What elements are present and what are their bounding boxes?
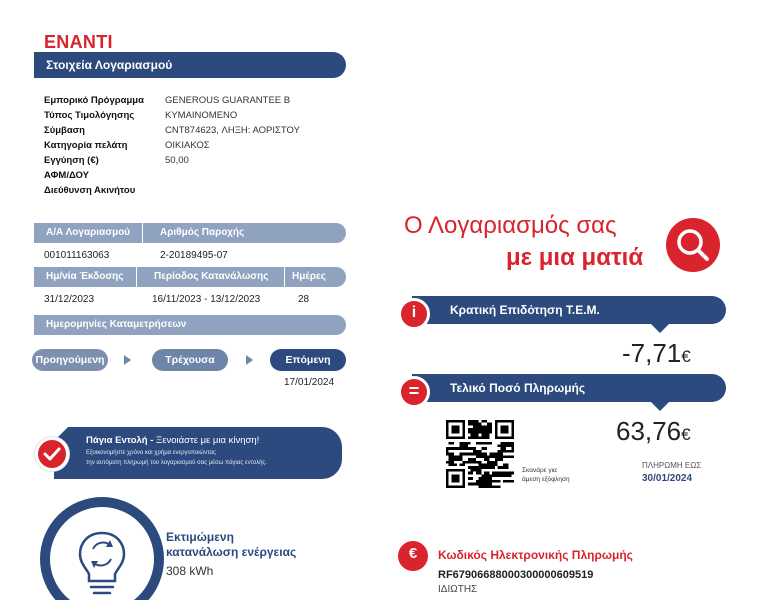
readings-header-bar [34, 315, 346, 335]
next-reading-date: 17/01/2024 [284, 377, 335, 388]
account-row-label: ΑΦΜ/ΔΟΥ [44, 170, 89, 181]
issue-date-header: Ημ/νία Έκδοσης [46, 271, 124, 282]
total-label: Τελικό Ποσό Πληρωμής [450, 381, 586, 395]
qr-caption: Σκανάρε για [522, 467, 557, 474]
readings-title: Ημερομηνίες Καταμετρήσεων [46, 319, 187, 330]
estimate-value: 308 kWh [166, 564, 214, 578]
due-date-value: 30/01/2024 [642, 473, 693, 484]
previous-reading-button[interactable]: Προηγούμενη [32, 349, 108, 371]
bar-pointer [650, 401, 670, 411]
subsidy-label: Κρατική Επιδότηση Τ.Ε.Μ. [450, 303, 600, 317]
ids-header-bar [34, 223, 346, 243]
account-number-value: 001011163063 [44, 250, 110, 261]
banner-line: την αυτόματη πληρωμή του λογαριασμού σας μέσω πάγιας εντολής. [86, 460, 267, 466]
account-row-label: Εμπορικό Πρόγραμμα [44, 95, 144, 106]
summary-heading-emphasis: με μια ματιά [506, 244, 644, 271]
total-amount: 63,76€ [616, 416, 691, 446]
account-row-value: ΟΙΚΙΑΚΟΣ [165, 140, 210, 151]
account-number-header: Α/Α Λογαριασμού [46, 227, 131, 238]
account-row-label: Σύμβαση [44, 125, 85, 136]
consumption-period-header: Περίοδος Κατανάλωσης [154, 271, 269, 282]
lightbulb-icon [50, 507, 154, 600]
account-row-label: Διεύθυνση Ακινήτου [44, 185, 136, 196]
account-row-label: Εγγύηση (€) [44, 155, 99, 166]
days-header: Ημέρες [292, 271, 326, 282]
banner-title: Πάγια Εντολή - Ξενοιάστε με μια κίνηση! [86, 435, 260, 446]
qr-caption: άμεση εξόφληση [522, 476, 570, 483]
total-bar [412, 374, 726, 402]
subsidy-bar [412, 296, 726, 324]
qr-code-icon[interactable] [446, 420, 514, 488]
banner-line: Εξοικονομήστε χρόνο και χρήμα ενεργοποιώντας [86, 450, 216, 456]
due-date-label: ΠΛΗΡΩΜΗ ΕΩΣ [642, 461, 702, 470]
period-header-bar [34, 267, 346, 287]
subsidy-amount: -7,71€ [622, 338, 691, 368]
divider [142, 223, 143, 243]
brand-logo-text: ΕΝΑΝΤΙ [44, 32, 113, 52]
divider [136, 267, 137, 287]
account-row-value: CNT874623, ΛΗΞΗ: ΑΟΡΙΣΤΟΥ [165, 125, 300, 136]
days-value: 28 [298, 294, 310, 305]
info-icon: i [398, 298, 430, 330]
consumption-period-value: 16/11/2023 - 13/12/2023 [152, 294, 261, 305]
estimate-title-line: κατανάλωση ενέργειας [166, 545, 297, 559]
estimate-title-line: Εκτιμώμενη [166, 530, 234, 544]
equals-icon: = [398, 376, 430, 408]
euro-icon: € [398, 541, 428, 571]
divider [284, 267, 285, 287]
summary-heading: Ο Λογαριασμός σας [404, 212, 617, 239]
next-reading-button[interactable]: Επόμενη [270, 349, 346, 371]
supply-number-header: Αριθμός Παροχής [160, 227, 245, 238]
account-row-value: ΚΥΜΑΙΝΟΜΕΝΟ [165, 110, 238, 121]
payment-code: RF67906688000300000609519 [438, 569, 594, 581]
supply-number-value: 2-20189495-07 [160, 250, 228, 261]
standing-order-banner[interactable] [54, 427, 342, 479]
payment-holder: ΙΔΙΩΤΗΣ [438, 584, 478, 595]
payment-code-title: Κωδικός Ηλεκτρονικής Πληρωμής [438, 548, 633, 562]
arrow-right-icon [124, 355, 131, 365]
account-row-label: Κατηγορία πελάτη [44, 140, 128, 151]
account-row-value: 50,00 [165, 155, 189, 166]
bar-pointer [650, 323, 670, 333]
check-icon [35, 437, 69, 471]
account-section-header: Στοιχεία Λογαριασμού [34, 52, 346, 78]
arrow-right-icon [246, 355, 253, 365]
account-row-value: GENEROUS GUARANTEE B [165, 95, 291, 106]
search-icon [666, 218, 720, 272]
current-reading-button[interactable]: Τρέχουσα [152, 349, 228, 371]
account-row-label: Τύπος Τιμολόγησης [44, 110, 135, 121]
issue-date-value: 31/12/2023 [44, 294, 95, 305]
